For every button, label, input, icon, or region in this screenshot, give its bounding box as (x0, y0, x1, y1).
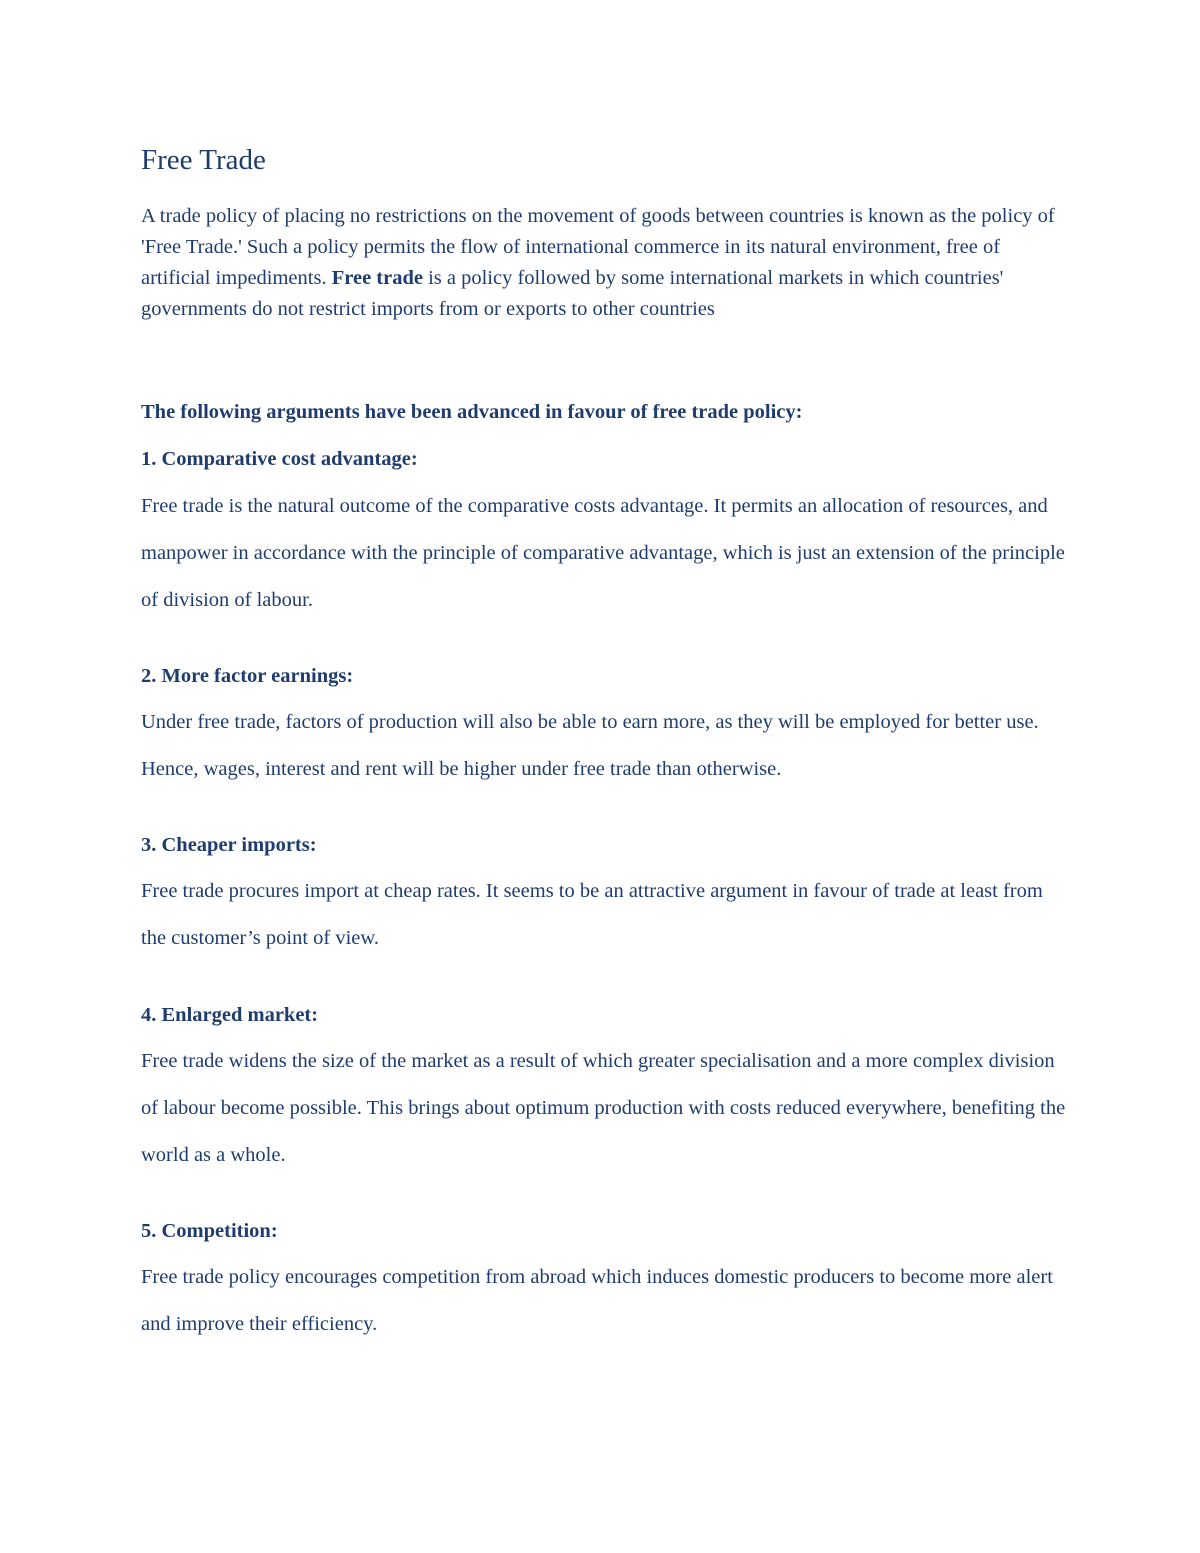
section-body: Free trade is the natural outcome of the comparative costs advantage. It permits an allocation of resources, and manpower in accordance with the principle of comparative advantage, which is just an extension of the principle of division of labour. (141, 495, 1065, 611)
arguments-heading: The following arguments have been advanced in favour of free trade policy: (141, 401, 803, 423)
section-heading: 1. Comparative cost advantage: (141, 448, 418, 470)
section-body: Free trade widens the size of the market as a result of which greater specialisation and a more complex division of labour become possible. This brings about optimum production with costs reduced everywhere, benefiting the world as a whole. (141, 1050, 1066, 1166)
document-title: Free Trade (141, 144, 266, 176)
intro-paragraph (141, 201, 1066, 325)
intro-bold-term: Free trade (331, 267, 423, 289)
section-heading: 5. Competition: (141, 1220, 278, 1242)
intro-text-before: A trade policy of placing no restrictions on the movement of goods between countries is known as the policy of 'Free Trade.' Such a policy permits the flow of international commerce in its natural environment, free of artificial impediments. (141, 205, 1055, 289)
section-heading: 4. Enlarged market: (141, 1004, 319, 1026)
section-heading: 2. More factor earnings: (141, 665, 354, 687)
section-body: Under free trade, factors of production will also be able to earn more, as they will be employed for better use. Hence, wages, interest and rent will be higher under free trade than otherwise. (141, 711, 1039, 780)
section-heading: 3. Cheaper imports: (141, 834, 317, 856)
section-body: Free trade policy encourages competition from abroad which induces domestic producers to become more alert and improve their efficiency. (141, 1266, 1053, 1335)
intro-text-after: is a policy followed by some international markets in which countries' governments do not restrict imports from or exports to other countries (141, 267, 1004, 320)
section-body: Free trade procures import at cheap rates. It seems to be an attractive argument in favour of trade at least from the customer’s point of view. (141, 880, 1043, 949)
